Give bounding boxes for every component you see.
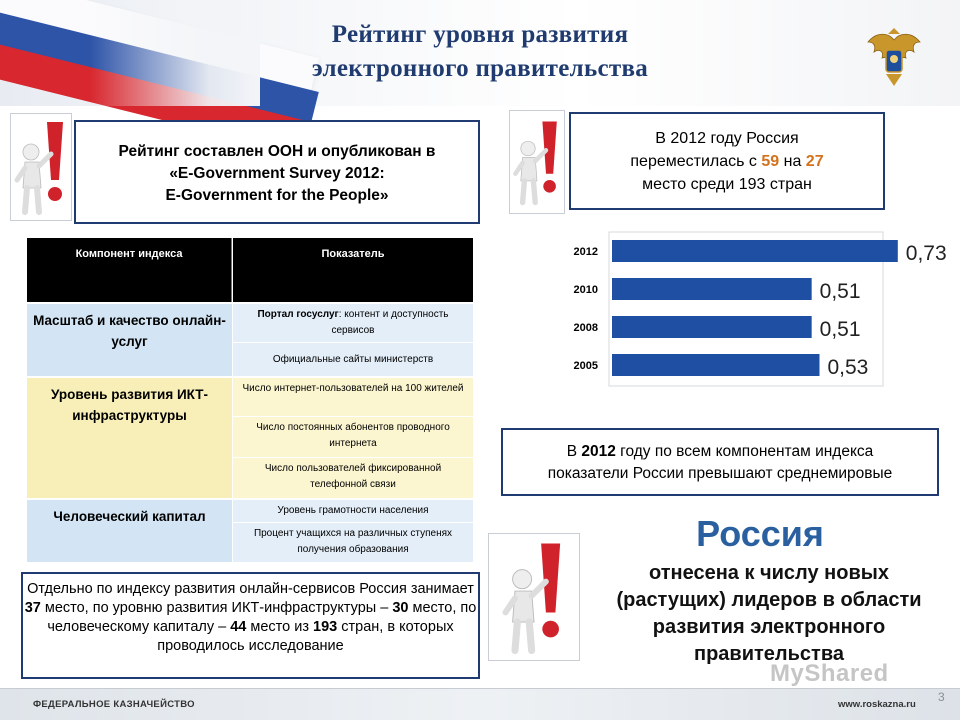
chart-value-label: 0,53: [827, 356, 869, 379]
rank-line-2: переместилась с 59 на 27: [630, 153, 824, 170]
rank-line-3: место среди 193 стран: [642, 176, 812, 193]
components-line-2: показатели России превышают среднемировые: [547, 465, 893, 482]
chart-year-label: 2008: [573, 322, 598, 334]
page-number: 3: [938, 690, 945, 704]
table-indicator-cell: Число постоянных абонентов проводного интернета: [233, 417, 473, 457]
chart-value-label: 0,73: [905, 242, 947, 265]
slide-footer: [0, 688, 960, 720]
exclamation-figure-1: [10, 113, 72, 221]
components-line-1: В 2012 году по всем компонентам индекса: [566, 443, 874, 460]
table-indicator-cell: Число пользователей фиксированной телефонной связи: [233, 458, 473, 498]
egov-index-bar-chart: [554, 228, 947, 388]
exclamation-person-icon: [11, 114, 71, 220]
table-indicator-cell: Число интернет-пользователей на 100 жителей: [233, 378, 473, 416]
slide-header: [0, 0, 960, 106]
chart-year-label: 2010: [573, 284, 598, 296]
rank-to: 27: [805, 153, 824, 170]
un-line-2: «E-Government Survey 2012:: [169, 165, 385, 182]
exclamation-person-icon: [489, 534, 579, 660]
chart-bar-2010: [612, 278, 812, 300]
chart-value-label: 0,51: [819, 280, 861, 303]
footer-org: ФЕДЕРАЛЬНОЕ КАЗНАЧЕЙСТВО: [33, 699, 195, 710]
double-headed-eagle-emblem-icon: [862, 26, 926, 90]
separate-ranks-box: Отдельно по индексу развития онлайн-сервисов Россия занимает 37 место, по уровню развития ИКТ-инфраструктуры – 30 место, по человеческому капиталу – 44 место из 193 стран, в которых проводилось исследование: [21, 572, 480, 679]
watermark: MyShared: [770, 660, 889, 687]
russia-leader-text: отнесена к числу новых (растущих) лидеров в области развития электронного правительства: [616, 562, 922, 665]
components-box: [501, 428, 939, 496]
chart-bar-2008: [612, 316, 812, 338]
exclamation-figure-2: [509, 110, 565, 214]
exclamation-person-icon: [510, 111, 564, 213]
un-line-3: E-Government for the People»: [165, 187, 389, 204]
un-survey-box: [74, 120, 480, 224]
table-indicator-cell: Уровень грамотности населения: [233, 500, 473, 522]
table-component-cell: Масштаб и качество онлайн-услуг: [27, 304, 232, 376]
chart-value-label: 0,51: [819, 318, 861, 341]
table-indicator-cell: Портал госуслуг: контент и доступность сервисов: [233, 304, 473, 342]
slide-title: [260, 18, 700, 86]
rank-change-box: [569, 112, 885, 210]
chart-year-label: 2005: [573, 360, 598, 372]
rank-from: 59: [761, 153, 780, 170]
title-line-1: Рейтинг уровня развития: [331, 21, 629, 48]
chart-year-label: 2012: [573, 246, 598, 258]
table-component-cell: Уровень развития ИКТ-инфраструктуры: [27, 378, 232, 498]
exclamation-figure-3: [488, 533, 580, 661]
table-header-component: Компонент индекса: [27, 238, 232, 302]
chart-bar-2005: [612, 354, 819, 376]
table-header-indicator: Показатель: [233, 238, 473, 302]
russian-flag-banner: [0, 0, 260, 106]
title-line-2: электронного правительства: [311, 55, 649, 82]
rank-line-1: В 2012 году Россия: [655, 130, 799, 147]
table-indicator-cell: Процент учащихся на различных ступенях получения образования: [233, 523, 473, 562]
russia-title: Россия: [696, 513, 824, 554]
table-component-cell: Человеческий капитал: [27, 500, 232, 562]
footer-site-link[interactable]: www.roskazna.ru: [838, 699, 916, 710]
table-indicator-cell: Официальные сайты министерств: [233, 343, 473, 376]
chart-bar-2012: [612, 240, 898, 262]
un-line-1: Рейтинг составлен ООН и опубликован в: [118, 143, 436, 160]
